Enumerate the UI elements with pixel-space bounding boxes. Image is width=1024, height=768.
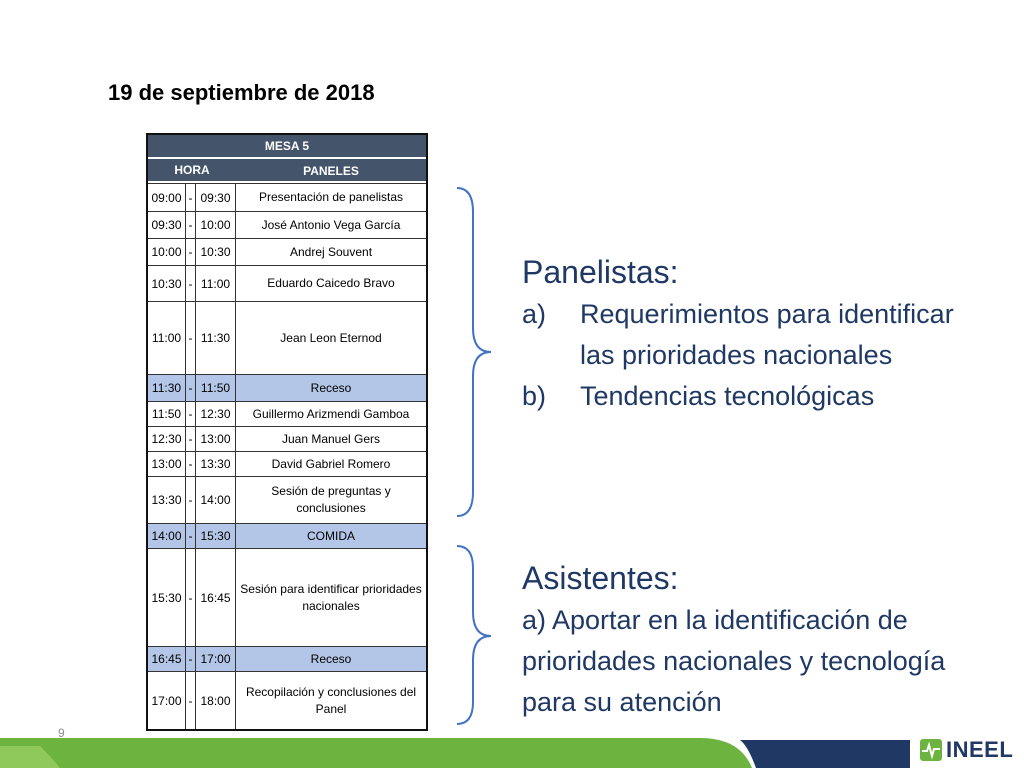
table-row: [148, 451, 426, 476]
time-separator: -: [186, 302, 196, 374]
panel-name: Receso: [310, 380, 352, 395]
time-end: 10:30: [196, 239, 236, 265]
time-start: 09:30: [148, 212, 186, 238]
panel-name: Receso: [310, 651, 352, 666]
ineel-logo-text: INEEL: [946, 737, 1014, 762]
time-start: 10:00: [148, 239, 186, 265]
time-start: 10:30: [148, 266, 186, 301]
time-start: 11:50: [148, 402, 186, 426]
ineel-logo-icon: [920, 739, 942, 761]
list-marker: b): [522, 381, 547, 411]
time-end: 12:30: [196, 402, 236, 426]
list-text: Tendencias tecnológicas: [580, 381, 875, 411]
slide-date: 19 de septiembre de 2018: [108, 80, 375, 105]
table-row: [148, 265, 426, 301]
time-end: 17:00: [196, 647, 236, 671]
panel-name: Juan Manuel Gers: [281, 431, 381, 446]
time-separator: -: [186, 427, 196, 451]
panel-name: Sesión para identificar prioridades nacionales: [240, 581, 422, 613]
list-item: [522, 376, 992, 417]
table-row: [148, 523, 426, 548]
time-separator: -: [186, 184, 196, 211]
time-start: 12:30: [148, 427, 186, 451]
table-row: [148, 426, 426, 451]
time-separator: -: [186, 239, 196, 265]
schedule-header-row: [148, 159, 426, 181]
time-start: 11:00: [148, 302, 186, 374]
time-start: 15:30: [148, 549, 186, 646]
panel-name: David Gabriel Romero: [271, 456, 391, 471]
table-row: [148, 301, 426, 374]
column-header-hora: HORA: [174, 163, 210, 177]
panel-name: Guillermo Arizmendi Gamboa: [252, 406, 410, 421]
table-row: [148, 548, 426, 646]
time-start: 09:00: [148, 184, 186, 211]
panel-name: José Antonio Vega García: [261, 217, 401, 232]
panel-name: Andrej Souvent: [289, 244, 373, 259]
time-end: 15:30: [196, 524, 236, 548]
time-end: 11:00: [196, 266, 236, 301]
time-separator: -: [186, 647, 196, 671]
asistentes-block: [522, 556, 1002, 723]
page-number: 9: [58, 726, 65, 740]
time-start: 14:00: [148, 524, 186, 548]
time-end: 13:00: [196, 427, 236, 451]
table-row: [148, 238, 426, 265]
time-start: 11:30: [148, 375, 186, 401]
table-row: [148, 401, 426, 426]
time-end: 11:30: [196, 302, 236, 374]
panel-name: Jean Leon Eternod: [280, 330, 382, 345]
list-text: Requerimientos para identificar las prioridades nacionales: [580, 299, 954, 370]
time-start: 16:45: [148, 647, 186, 671]
time-end: 18:00: [196, 672, 236, 729]
brace-panelistas: [455, 182, 495, 522]
list-item: [522, 294, 992, 376]
ineel-logo: [920, 736, 1020, 764]
time-start: 13:30: [148, 477, 186, 523]
table-row: [148, 646, 426, 671]
time-separator: -: [186, 672, 196, 729]
table-row: [148, 374, 426, 401]
panelistas-block: [522, 250, 992, 417]
schedule-title: MESA 5: [148, 135, 426, 157]
time-start: 13:00: [148, 452, 186, 476]
brace-asistentes: [455, 540, 495, 730]
time-separator: -: [186, 524, 196, 548]
time-end: 14:00: [196, 477, 236, 523]
footer-band: [0, 728, 1024, 768]
time-start: 17:00: [148, 672, 186, 729]
time-separator: -: [186, 477, 196, 523]
panel-name: Eduardo Caicedo Bravo: [267, 276, 395, 290]
panel-name: Recopilación y conclusiones del Panel: [245, 684, 417, 716]
table-row: [148, 183, 426, 211]
panelistas-title: Panelistas:: [522, 254, 679, 290]
panel-name: COMIDA: [307, 528, 355, 543]
time-end: 11:50: [196, 375, 236, 401]
time-separator: -: [186, 375, 196, 401]
time-end: 10:00: [196, 212, 236, 238]
schedule-table: [146, 133, 428, 731]
table-row: [148, 476, 426, 523]
time-end: 13:30: [196, 452, 236, 476]
asistentes-title: Asistentes:: [522, 560, 679, 596]
time-separator: -: [186, 212, 196, 238]
panel-name: Presentación de panelistas: [258, 190, 404, 204]
time-separator: -: [186, 452, 196, 476]
list-marker: a): [522, 299, 547, 329]
table-row: [148, 211, 426, 238]
panel-name: Sesión de preguntas y conclusiones: [271, 484, 391, 515]
time-separator: -: [186, 266, 196, 301]
asistentes-text: a) Aportar en la identificación de prioridades nacionales y tecnología para su atención: [522, 605, 946, 717]
time-separator: -: [186, 402, 196, 426]
column-header-paneles: PANELES: [303, 164, 359, 178]
time-end: 16:45: [196, 549, 236, 646]
time-end: 09:30: [196, 184, 236, 211]
table-row: [148, 671, 426, 729]
time-separator: -: [186, 549, 196, 646]
